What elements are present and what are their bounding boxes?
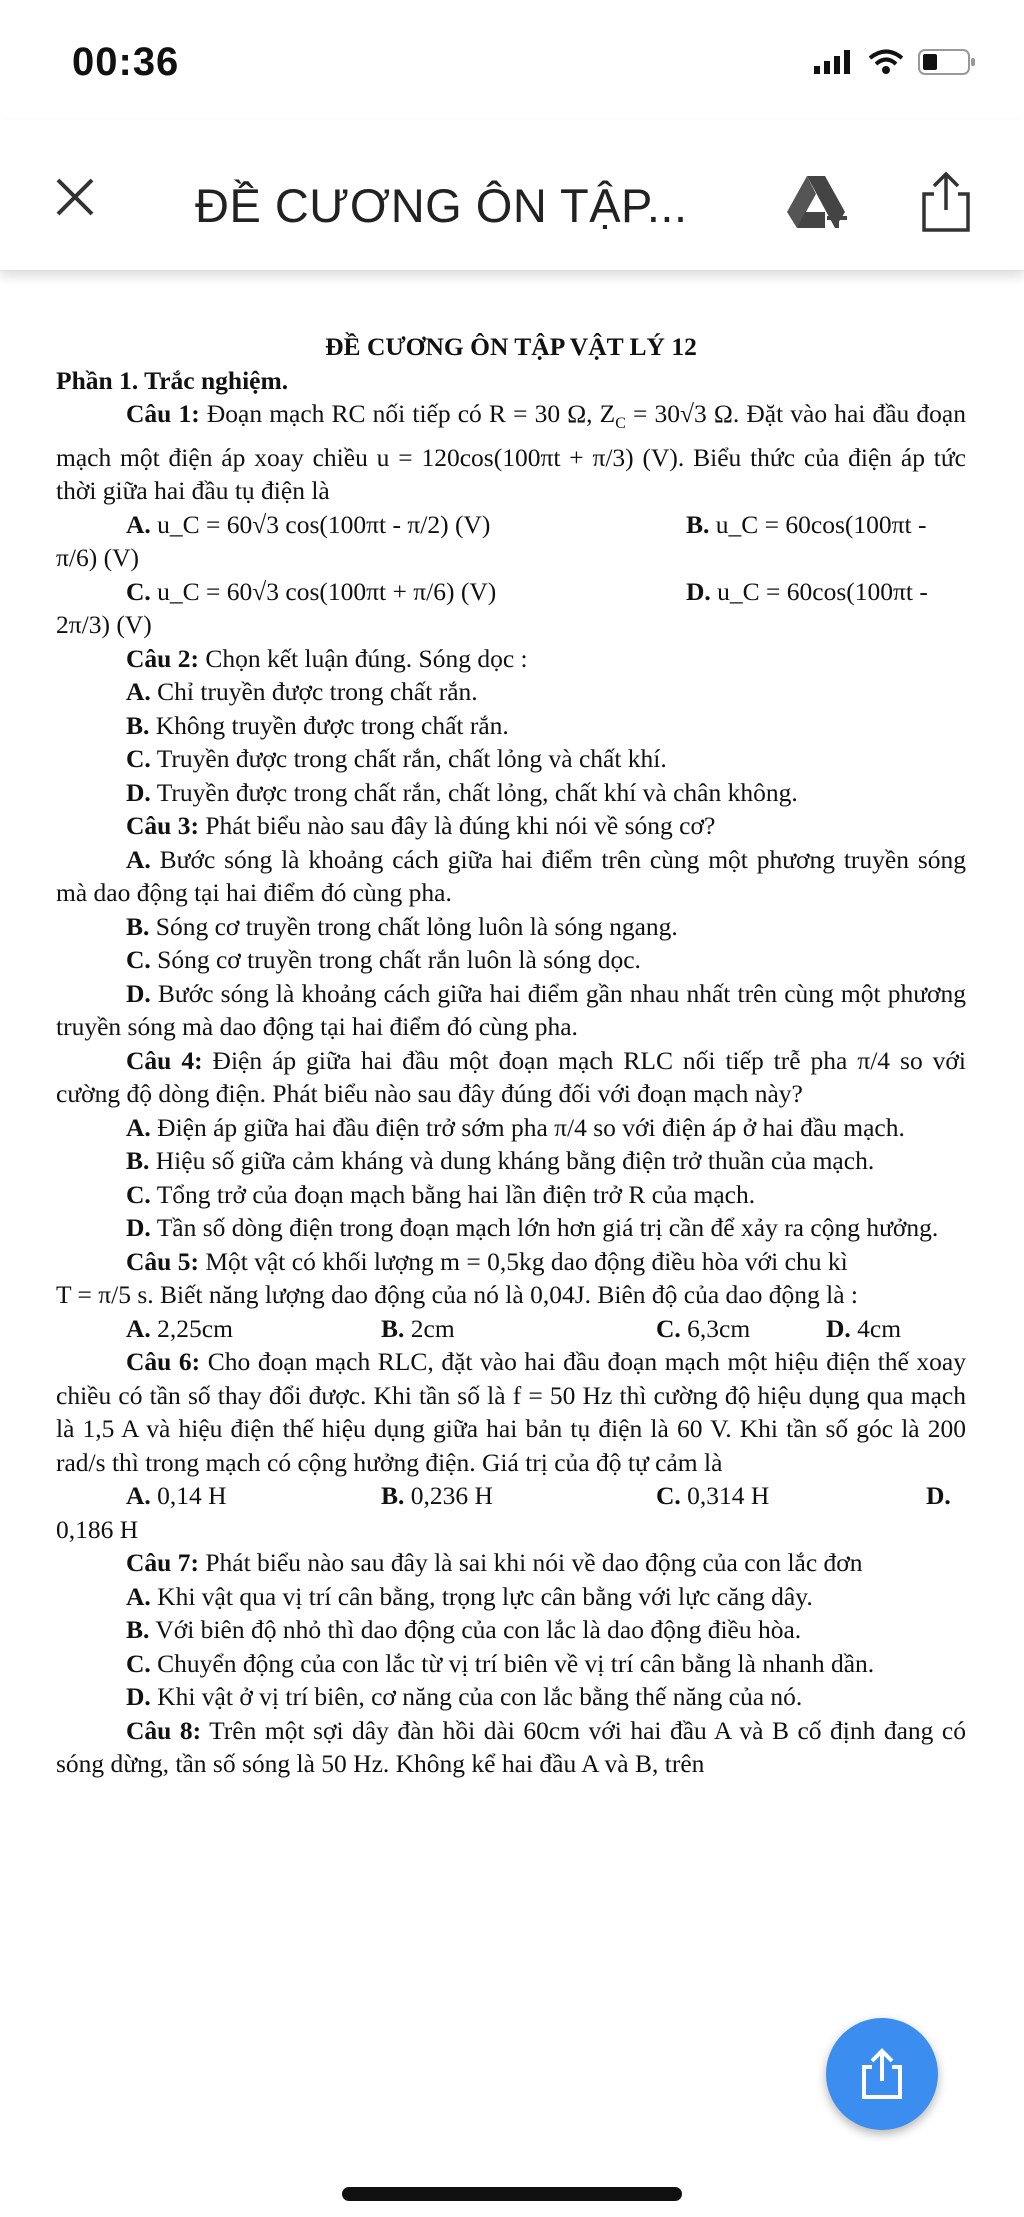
q4-option-a: A. Điện áp giữa hai đầu điện trở sớm pha π/4 so với điện áp ở hai đầu mạch. bbox=[126, 1112, 905, 1142]
share-icon bbox=[860, 2047, 904, 2101]
close-button[interactable] bbox=[50, 172, 100, 222]
share-icon bbox=[920, 170, 972, 234]
q2-option-d: D. Truyền được trong chất rắn, chất lỏng, chất khí và chân không. bbox=[126, 777, 798, 807]
status-icons bbox=[814, 48, 976, 76]
floating-share-button[interactable] bbox=[826, 2018, 938, 2130]
q1-options-cd: C. u_C = 60√3 cos(100πt + π/6) (V) D. u_C = 60cos(100πt - bbox=[126, 576, 928, 606]
share-button[interactable] bbox=[920, 170, 972, 234]
home-indicator[interactable] bbox=[342, 2187, 682, 2201]
question-5-cont: T = π/5 s. Biết năng lượng dao động của nó là 0,04J. Biên độ của dao động là : bbox=[56, 1280, 858, 1310]
section-heading: Phần 1. Trắc nghiệm. bbox=[56, 365, 289, 395]
document-title: ĐỀ CƯƠNG ÔN TẬP... bbox=[195, 179, 688, 232]
document-page bbox=[56, 330, 966, 1781]
question-4: Câu 4: Điện áp giữa hai đầu một đoạn mạch RLC nối tiếp trễ pha π/4 so với cường độ dòng điện. Phát biểu nào sau đây đúng đối với đoạn mạch này? bbox=[56, 1045, 966, 1109]
top-app-bar bbox=[0, 120, 1024, 271]
q2-option-a: A. Chỉ truyền được trong chất rắn. bbox=[126, 677, 478, 707]
signal-icon bbox=[814, 50, 854, 74]
q1-option-d-cont: 2π/3) (V) bbox=[56, 610, 152, 640]
q3-option-c: C. Sóng cơ truyền trong chất rắn luôn là sóng dọc. bbox=[126, 945, 641, 975]
q4-option-b: B. Hiệu số giữa cảm kháng và dung kháng bằng điện trở thuần của mạch. bbox=[126, 1146, 875, 1176]
q2-option-c: C. Truyền được trong chất rắn, chất lỏng và chất khí. bbox=[126, 744, 667, 774]
status-bar bbox=[0, 0, 1024, 120]
q7-option-c: C. Chuyển động của con lắc từ vị trí biên về vị trí cân bằng là nhanh dần. bbox=[126, 1648, 875, 1678]
add-to-drive-button[interactable] bbox=[785, 172, 855, 232]
question-5: Câu 5: Một vật có khối lượng m = 0,5kg dao động điều hòa với chu kì bbox=[126, 1246, 848, 1276]
wifi-icon bbox=[868, 49, 904, 75]
question-6: Câu 6: Cho đoạn mạch RLC, đặt vào hai đầu đoạn mạch một hiệu điện thế xoay chiều có tần số thay đổi được. Khi tần số là f = 50 Hz thì cường độ hiệu dụng qua mạch là 1,5 A và hiệu điện thế hiệu dụng giữa hai bản tụ điện là 60 V. Khi tần số góc là 200 rad/s thì trong mạch có cộng hưởng điện. Giá trị của độ tự cảm là bbox=[56, 1347, 966, 1477]
question-1: Câu 1: Đoạn mạch RC nối tiếp có R = 30 Ω, $Z_C = 30√3$ Ω. Đặt vào hai đầu đoạn mạch một điện áp xoay chiều u = 120cos(100πt + π/3) (V). Biểu thức của điện áp tức thời giữa hai đầu tụ điện là bbox=[56, 399, 966, 506]
q6-options: A. 0,14 H B. 0,236 H C. 0,314 H D. bbox=[126, 1481, 951, 1511]
question-3: Câu 3: Phát biểu nào sau đây là đúng khi nói về sóng cơ? bbox=[126, 811, 716, 841]
q5-options: A. 2,25cm B. 2cm C. 6,3cm D. 4cm bbox=[126, 1313, 902, 1343]
q4-option-d: D. Tần số dòng điện trong đoạn mạch lớn hơn giá trị cần để xảy ra cộng hưởng. bbox=[126, 1213, 939, 1243]
close-icon bbox=[50, 172, 100, 222]
q3-option-a: A. Bước sóng là khoảng cách giữa hai điểm trên cùng một phương truyền sóng mà dao động tại hai điểm đó cùng pha. bbox=[56, 844, 966, 908]
q4-option-c: C. Tổng trở của đoạn mạch bằng hai lần điện trở R của mạch. bbox=[126, 1179, 756, 1209]
q7-option-a: A. Khi vật qua vị trí cân bằng, trọng lực cân bằng với lực căng dây. bbox=[126, 1581, 813, 1611]
battery-icon bbox=[918, 48, 976, 76]
question-7: Câu 7: Phát biểu nào sau đây là sai khi nói về dao động của con lắc đơn bbox=[126, 1548, 863, 1578]
q3-option-d: D. Bước sóng là khoảng cách giữa hai điểm gần nhau nhất trên cùng một phương truyền sóng mà dao động tại hai điểm đó cùng pha. bbox=[56, 978, 966, 1042]
doc-heading: ĐỀ CƯƠNG ÔN TẬP VẬT LÝ 12 bbox=[325, 332, 697, 361]
status-time: 00:36 bbox=[72, 40, 180, 84]
drive-add-icon bbox=[785, 172, 855, 232]
question-2: Câu 2: Chọn kết luận đúng. Sóng dọc : bbox=[126, 643, 528, 673]
q1-options-ab: A. u_C = 60√3 cos(100πt - π/2) (V) B. u_C = 60cos(100πt - bbox=[126, 509, 927, 539]
q1-option-b-cont: π/6) (V) bbox=[56, 543, 139, 573]
q7-option-b: B. Với biên độ nhỏ thì dao động của con lắc là dao động điều hòa. bbox=[126, 1615, 802, 1645]
q7-option-d: D. Khi vật ở vị trí biên, cơ năng của con lắc bằng thế năng của nó. bbox=[126, 1682, 803, 1712]
q6-option-d-cont: 0,186 H bbox=[56, 1514, 139, 1544]
q2-option-b: B. Không truyền được trong chất rắn. bbox=[126, 710, 509, 740]
question-8: Câu 8: Trên một sợi dây đàn hồi dài 60cm với hai đầu A và B cố định đang có sóng dừng, tần số sóng là 50 Hz. Không kể hai đầu A và B, trên bbox=[56, 1715, 966, 1779]
q3-option-b: B. Sóng cơ truyền trong chất lỏng luôn là sóng ngang. bbox=[126, 911, 678, 941]
